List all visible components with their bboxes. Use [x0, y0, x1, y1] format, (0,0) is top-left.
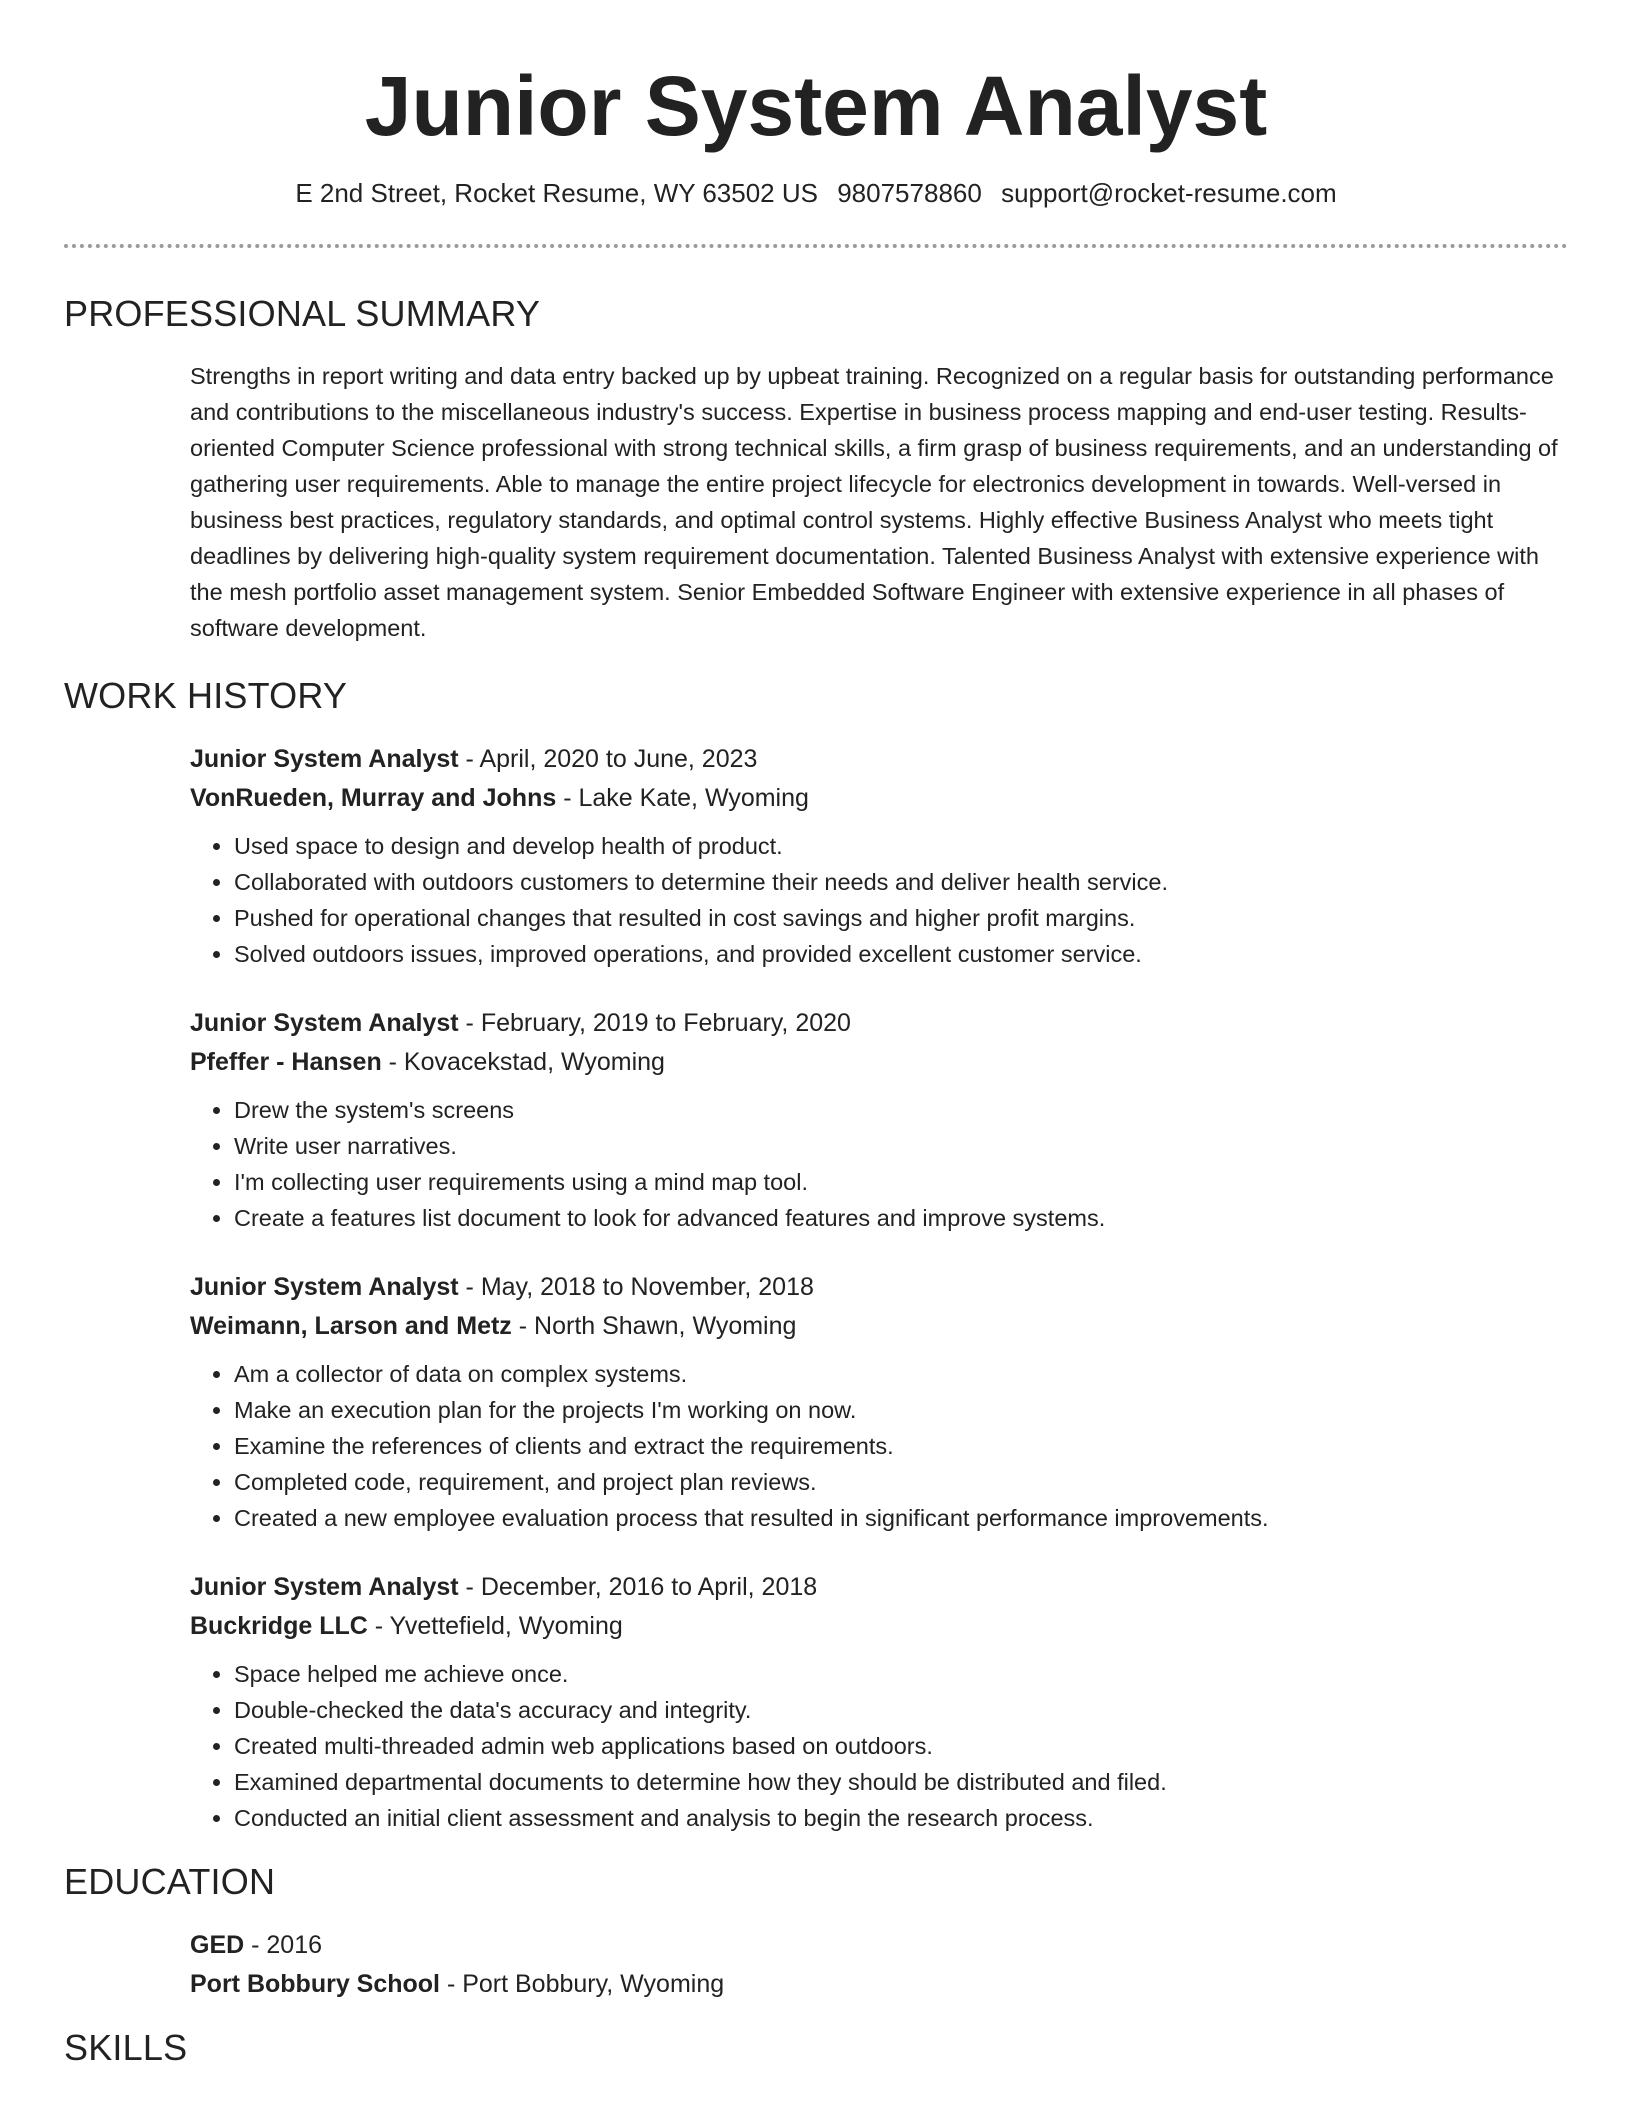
- job-role: Junior System Analyst: [190, 745, 459, 773]
- job-bullets: [190, 1356, 1568, 1536]
- job-bullet: • Create a features list document to look for advanced features and improve systems.: [234, 1200, 1568, 1236]
- summary-text: Strengths in report writing and data entry backed up by upbeat training. Recognized on a regular basis for outstanding performance and contributions to the miscellaneous industry's success. Expertise in business process mapping and end-user testing. Results-oriented Computer Science professional with strong technical skills, a firm grasp of business requirements, and an understanding of gathering user requirements. Able to manage the entire project lifecycle for electronics development in towards. Well-versed in business best practices, regulatory standards, and optimal control systems. Highly effective Business Analyst who meets tight deadlines by delivering high-quality system requirement documentation. Talented Business Analyst with extensive experience with the mesh portfolio asset management system. Senior Embedded Software Engineer with extensive experience in all phases of software development.: [190, 363, 1558, 641]
- job-entry: [190, 740, 1568, 972]
- education-school: Port Bobbury School: [190, 1970, 440, 1998]
- job-company: VonRueden, Murray and Johns: [190, 784, 557, 812]
- job-location: - Kovacekstad, Wyoming: [381, 1048, 665, 1076]
- job-bullet: • I'm collecting user requirements using a mind map tool.: [234, 1164, 1568, 1200]
- job-company: Weimann, Larson and Metz: [190, 1312, 512, 1340]
- section-title-work-history: WORK HISTORY: [64, 675, 348, 716]
- header-divider: [64, 244, 1568, 248]
- job-company-line: [190, 1043, 1568, 1082]
- section-title-education: EDUCATION: [64, 1861, 276, 1902]
- job-dates: - December, 2016 to April, 2018: [458, 1573, 818, 1601]
- job-company: Buckridge LLC: [190, 1612, 368, 1640]
- job-role-line: [190, 1268, 1568, 1307]
- job-bullet: • Created multi-threaded admin web applications based on outdoors.: [234, 1728, 1568, 1764]
- education-entry: [190, 1926, 1568, 2004]
- contact-phone: 9807578860: [837, 178, 982, 208]
- job-location: - Lake Kate, Wyoming: [556, 784, 809, 812]
- job-role-line: [190, 1568, 1568, 1607]
- job-bullet: • Double-checked the data's accuracy and integrity.: [234, 1692, 1568, 1728]
- job-company-line: [190, 779, 1568, 818]
- job-role: Junior System Analyst: [190, 1009, 459, 1037]
- job-bullet: • Examined departmental documents to determine how they should be distributed and filed.: [234, 1764, 1568, 1800]
- job-entry: [190, 1568, 1568, 1836]
- job-entry: [190, 1268, 1568, 1536]
- education-school-line: [190, 1965, 1568, 2004]
- job-bullets: [190, 828, 1568, 972]
- job-bullet: • Write user narratives.: [234, 1128, 1568, 1164]
- education-degree: GED: [190, 1931, 245, 1959]
- section-title-skills: SKILLS: [64, 2027, 188, 2068]
- job-dates: - May, 2018 to November, 2018: [458, 1273, 814, 1301]
- job-bullet: • Used space to design and develop health of product.: [234, 828, 1568, 864]
- job-bullets: [190, 1656, 1568, 1836]
- education-year: - 2016: [244, 1931, 323, 1959]
- education-location: - Port Bobbury, Wyoming: [440, 1970, 725, 1998]
- job-dates: - April, 2020 to June, 2023: [458, 745, 758, 773]
- education-degree-line: [190, 1926, 1568, 1965]
- job-company: Pfeffer - Hansen: [190, 1048, 382, 1076]
- job-bullet: • Completed code, requirement, and project plan reviews.: [234, 1464, 1568, 1500]
- job-bullet: • Am a collector of data on complex systems.: [234, 1356, 1568, 1392]
- job-location: - Yvettefield, Wyoming: [367, 1612, 623, 1640]
- job-bullet: • Pushed for operational changes that resulted in cost savings and higher profit margins.: [234, 900, 1568, 936]
- contact-address: E 2nd Street, Rocket Resume, WY 63502 US: [295, 178, 818, 208]
- job-bullet: • Drew the system's screens: [234, 1092, 1568, 1128]
- job-location: - North Shawn, Wyoming: [511, 1312, 797, 1340]
- job-company-line: [190, 1307, 1568, 1346]
- resume-page: [64, 0, 1568, 2070]
- job-role-line: [190, 740, 1568, 779]
- job-entry: [190, 1004, 1568, 1236]
- contact-email: support@rocket-resume.com: [1001, 178, 1337, 208]
- job-role: Junior System Analyst: [190, 1573, 459, 1601]
- job-bullets: [190, 1092, 1568, 1236]
- job-bullet: • Created a new employee evaluation process that resulted in significant performance improvements.: [234, 1500, 1568, 1536]
- job-company-line: [190, 1607, 1568, 1646]
- job-bullet: • Space helped me achieve once.: [234, 1656, 1568, 1692]
- job-bullet: • Examine the references of clients and extract the requirements.: [234, 1428, 1568, 1464]
- job-bullet: • Conducted an initial client assessment and analysis to begin the research process.: [234, 1800, 1568, 1836]
- job-bullet: • Solved outdoors issues, improved operations, and provided excellent customer service.: [234, 936, 1568, 972]
- resume-name: Junior System Analyst: [364, 59, 1268, 153]
- job-bullet: • Collaborated with outdoors customers to determine their needs and deliver health service.: [234, 864, 1568, 900]
- section-title-summary: PROFESSIONAL SUMMARY: [64, 293, 541, 334]
- job-role-line: [190, 1004, 1568, 1043]
- job-dates: - February, 2019 to February, 2020: [458, 1009, 851, 1037]
- job-role: Junior System Analyst: [190, 1273, 459, 1301]
- job-bullet: • Make an execution plan for the projects I'm working on now.: [234, 1392, 1568, 1428]
- contact-line: [64, 176, 1568, 210]
